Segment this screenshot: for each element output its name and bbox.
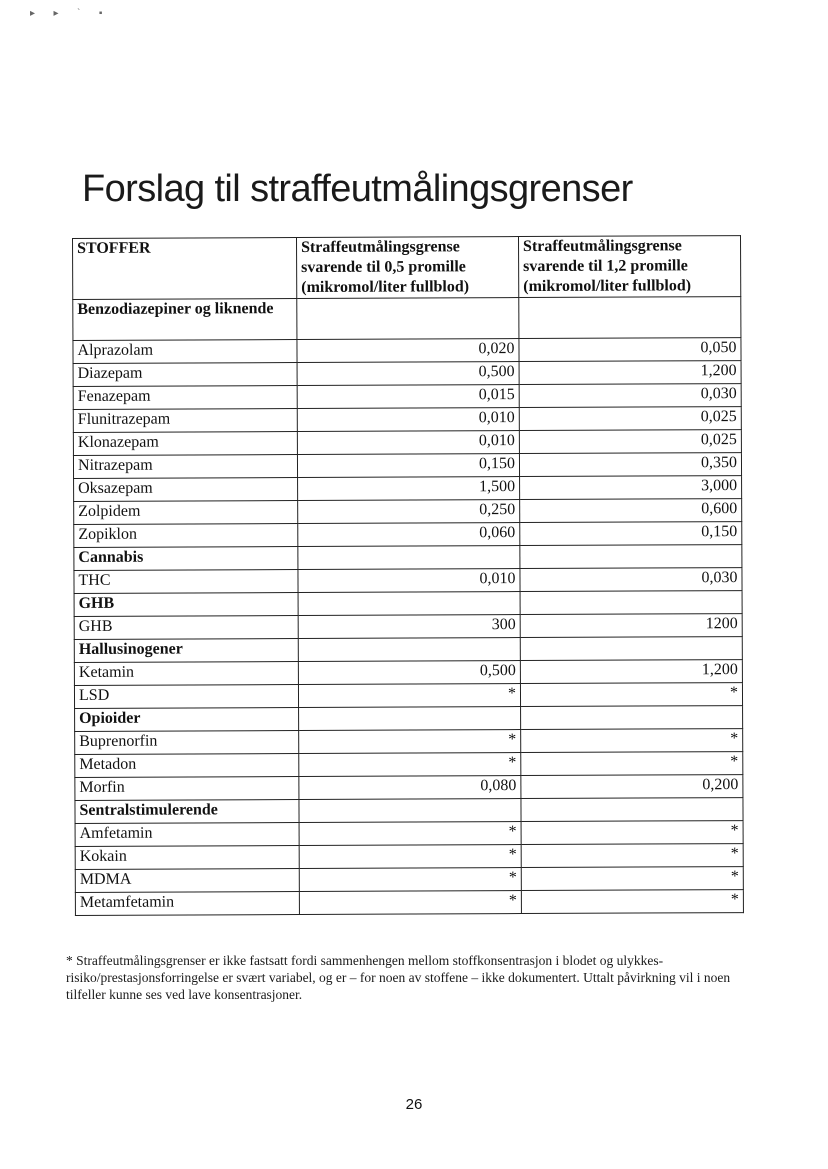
substance-cell: Sentralstimulerende xyxy=(75,800,299,824)
limit-1-2-cell: * xyxy=(521,844,743,868)
limit-0-5-cell: * xyxy=(298,684,520,708)
substance-cell: Diazepam xyxy=(73,363,297,387)
limit-0-5-cell xyxy=(299,799,521,823)
limit-1-2-cell: 0,050 xyxy=(519,338,741,362)
substance-cell: Fenazepam xyxy=(73,386,297,410)
table-category-row xyxy=(75,706,743,732)
limit-1-2-cell: 3,000 xyxy=(520,476,742,500)
limit-0-5-cell: 0,150 xyxy=(297,454,519,478)
limit-1-2-cell: * xyxy=(520,683,742,707)
limit-0-5-cell: 0,250 xyxy=(298,500,520,524)
substance-cell: Metadon xyxy=(75,754,299,778)
limit-0-5-cell: * xyxy=(299,822,521,846)
limit-1-2-cell: 0,150 xyxy=(520,522,742,546)
limit-0-5-cell: 0,060 xyxy=(298,523,520,547)
column-header-limit-1-2: Straffeutmålingsgrense svarende til 1,2 promille (mikromol/liter fullblod) xyxy=(518,236,740,298)
substance-cell: Benzodiazepiner og liknende xyxy=(73,299,297,341)
limit-0-5-cell: * xyxy=(299,845,521,869)
column-header-substances: STOFFER xyxy=(73,238,297,300)
table-row xyxy=(73,338,741,364)
table-header-row xyxy=(73,236,741,300)
limit-0-5-cell: * xyxy=(299,891,521,915)
limit-1-2-cell xyxy=(521,798,743,822)
substance-cell: Cannabis xyxy=(74,547,298,571)
limit-0-5-cell: 0,020 xyxy=(297,339,519,363)
table-category-row xyxy=(74,591,742,617)
substance-cell: Nitrazepam xyxy=(73,455,297,479)
table-row xyxy=(74,476,742,502)
limit-1-2-cell xyxy=(520,591,742,615)
table-row xyxy=(74,683,742,709)
limit-0-5-cell xyxy=(299,707,521,731)
table-row xyxy=(75,867,743,893)
limit-1-2-cell xyxy=(520,637,742,661)
table-row xyxy=(75,890,743,916)
substance-cell: Oksazepam xyxy=(74,478,298,502)
limit-0-5-cell xyxy=(298,546,520,570)
limit-1-2-cell: * xyxy=(521,729,743,753)
table-category-row xyxy=(74,637,742,663)
table-row xyxy=(74,499,742,525)
substance-cell: Klonazepam xyxy=(73,432,297,456)
limit-0-5-cell: 300 xyxy=(298,615,520,639)
limit-1-2-cell: * xyxy=(521,890,743,914)
substance-cell: GHB xyxy=(74,593,298,617)
limit-0-5-cell xyxy=(298,592,520,616)
limit-1-2-cell: 1200 xyxy=(520,614,742,638)
limit-1-2-cell: 0,600 xyxy=(520,499,742,523)
limit-1-2-cell: 1,200 xyxy=(519,361,741,385)
limit-1-2-cell: 0,025 xyxy=(519,407,741,431)
limit-1-2-cell: 0,200 xyxy=(521,775,743,799)
limit-1-2-cell: * xyxy=(521,752,743,776)
limit-0-5-cell xyxy=(297,298,519,340)
page-number: 26 xyxy=(405,1096,423,1113)
table-row xyxy=(75,775,743,801)
substance-cell: MDMA xyxy=(75,869,299,893)
substance-cell: Morfin xyxy=(75,777,299,801)
table-row xyxy=(75,752,743,778)
table-row xyxy=(75,729,743,755)
limit-0-5-cell: 0,015 xyxy=(297,385,519,409)
limit-1-2-cell: 0,030 xyxy=(519,384,741,408)
table-category-row xyxy=(73,297,741,341)
limit-1-2-cell: 0,350 xyxy=(519,453,741,477)
limit-0-5-cell: * xyxy=(299,868,521,892)
footnote: * Straffeutmålingsgrenser er ikke fastsatt fordi sammenhengen mellom stoffkonsentrasjon i blodet og ulykkes-risiko/prestasjonsforringelse er svært variabel, og er – for noen av stoffene – ikke dokumentert. Uttalt påvirkning vil i noen tilfeller kunne ses ved lave konsentrasjoner. xyxy=(66,953,731,1002)
substance-cell: GHB xyxy=(74,616,298,640)
table-row xyxy=(73,384,741,410)
table-row xyxy=(74,522,742,548)
table-row xyxy=(74,614,742,640)
table-row xyxy=(73,430,741,456)
table-category-row xyxy=(74,545,742,571)
substance-cell: Zolpidem xyxy=(74,501,298,525)
limit-1-2-cell xyxy=(520,545,742,569)
limit-0-5-cell: 0,010 xyxy=(297,408,519,432)
substance-cell: Flunitrazepam xyxy=(73,409,297,433)
substance-cell: Opioider xyxy=(75,708,299,732)
substance-cell: Metamfetamin xyxy=(75,892,299,916)
table-row xyxy=(73,407,741,433)
limit-0-5-cell: * xyxy=(299,753,521,777)
limit-1-2-cell: * xyxy=(521,867,743,891)
limit-0-5-cell: 0,010 xyxy=(297,431,519,455)
substance-limits-table xyxy=(72,235,744,916)
table-row xyxy=(75,821,743,847)
limit-1-2-cell: * xyxy=(521,821,743,845)
substance-cell: Buprenorfin xyxy=(75,731,299,755)
limit-1-2-cell: 1,200 xyxy=(520,660,742,684)
table-row xyxy=(74,660,742,686)
scan-specks: ▸ ▸ ˋ ▪ xyxy=(30,8,111,19)
table-row xyxy=(73,453,741,479)
limit-1-2-cell: 0,025 xyxy=(519,430,741,454)
table-row xyxy=(75,844,743,870)
page-title: Forslag til straffeutmålingsgrenser xyxy=(82,168,633,210)
substance-cell: Alprazolam xyxy=(73,340,297,364)
limit-1-2-cell xyxy=(519,297,741,339)
substance-cell: Kokain xyxy=(75,846,299,870)
table-category-row xyxy=(75,798,743,824)
limit-0-5-cell: * xyxy=(299,730,521,754)
limit-0-5-cell: 0,500 xyxy=(298,661,520,685)
column-header-limit-0-5: Straffeutmålingsgrense svarende til 0,5 promille (mikromol/liter fullblod) xyxy=(297,237,519,299)
limit-0-5-cell: 0,010 xyxy=(298,569,520,593)
limit-0-5-cell: 0,080 xyxy=(299,776,521,800)
substance-cell: Amfetamin xyxy=(75,823,299,847)
table-row xyxy=(74,568,742,594)
limit-0-5-cell xyxy=(298,638,520,662)
table-row xyxy=(73,361,741,387)
limit-1-2-cell xyxy=(521,706,743,730)
limit-0-5-cell: 1,500 xyxy=(298,477,520,501)
substance-cell: Ketamin xyxy=(74,662,298,686)
substance-cell: THC xyxy=(74,570,298,594)
substance-cell: Zopiklon xyxy=(74,524,298,548)
limit-0-5-cell: 0,500 xyxy=(297,362,519,386)
substance-cell: LSD xyxy=(74,685,298,709)
limit-1-2-cell: 0,030 xyxy=(520,568,742,592)
substance-cell: Hallusinogener xyxy=(74,639,298,663)
